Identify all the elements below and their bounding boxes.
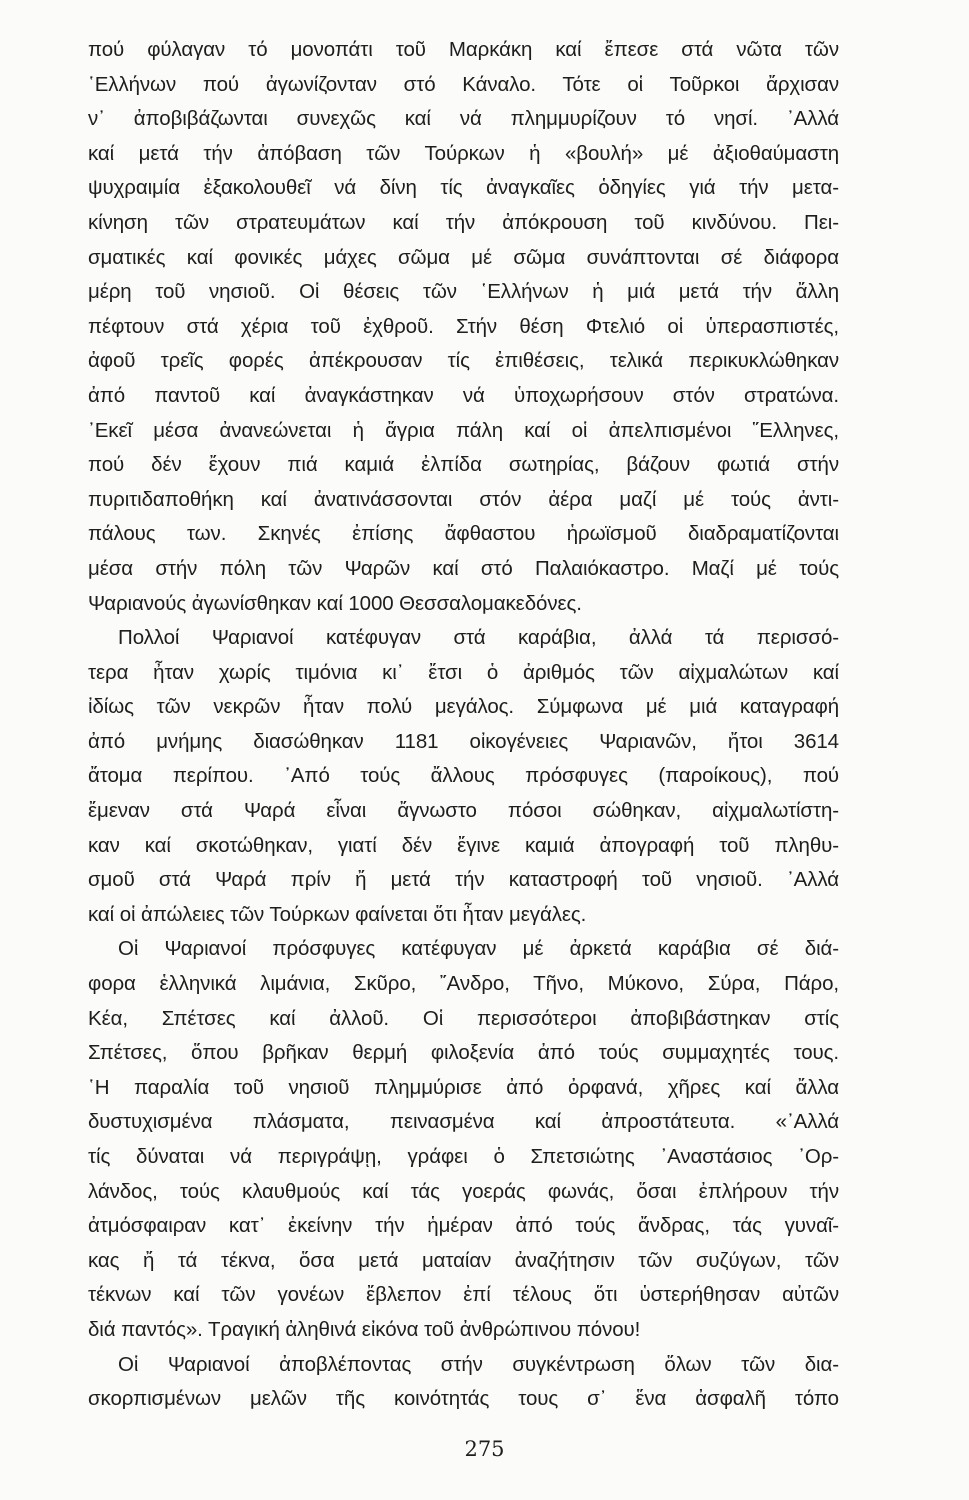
- text-line: ψυχραιμία ἐξακολουθεῖ νά δίνη τίς ἀναγκαῖες ὁδηγίες γιά τήν μετα-: [88, 176, 839, 200]
- text-line: κας ἤ τά τέκνα, ὅσα μετά ματαίαν ἀναζήτησιν τῶν συζύγων, τῶν: [88, 1248, 839, 1272]
- text-line: σκορπισμένων μελῶν τῆς κοινότητάς τους σ᾽ ἕνα ἀσφαλῆ τόπο: [88, 1387, 839, 1411]
- text-line: ἔμεναν στά Ψαρά εἶναι ἄγνωστο πόσοι σώθηκαν, αἰχμαλωτίστη-: [88, 799, 839, 823]
- text-line: μέρη τοῦ νησιοῦ. Οἱ θέσεις τῶν ῾Ελλήνων ἡ μιά μετά τήν ἄλλη: [88, 280, 839, 304]
- text-line: ᾽Εκεῖ μέσα ἀνανεώνεται ἡ ἄγρια πάλη καί οἱ ἀπελπισμένοι ῞Ελληνες,: [88, 418, 839, 442]
- text-line: σμοῦ στά Ψαρά πρίν ἤ μετά τήν καταστροφή τοῦ νησιοῦ. ᾽Αλλά: [88, 868, 839, 892]
- text-line: ἰδίως τῶν νεκρῶν ἦταν πολύ μεγάλος. Σύμφωνα μέ μιά καταγραφή: [88, 695, 839, 719]
- text-line: ἄτομα περίπου. ᾽Από τούς ἄλλους πρόσφυγες (παροίκους), πού: [88, 764, 839, 788]
- text-line: διά παντός». Τραγική ἀληθινά εἰκόνα τοῦ ἀνθρώπινου πόνου!: [88, 1317, 641, 1341]
- paragraph: [88, 1348, 839, 1417]
- page-number: 275: [464, 1437, 505, 1461]
- text-line: ῾Ελλήνων πού ἀγωνίζονταν στό Κάναλο. Τότε οἱ Τοῦρκοι ἄρχισαν: [88, 72, 839, 96]
- text-line: ἀπό παντοῦ καί ἀναγκάστηκαν νά ὑποχωρήσουν στόν στρατώνα.: [88, 383, 839, 407]
- text-line: τερα ἦταν χωρίς τιμόνια κι᾽ ἔτσι ὁ ἀριθμός τῶν αἰχμαλώτων καί: [88, 660, 839, 684]
- text-line: καί μετά τήν ἀπόβαση τῶν Τούρκων ἡ «βουλή» μέ ἀξιοθαύμαστη: [88, 141, 839, 165]
- text-line: φορα ἑλληνικά λιμάνια, Σκῦρο, ῎Ανδρο, Τῆνο, Μύκονο, Σύρα, Πάρο,: [88, 972, 839, 996]
- text-line: κίνηση τῶν στρατευμάτων καί τήν ἀπόκρουση τοῦ κινδύνου. Πει-: [88, 210, 839, 234]
- text-line: σματικές καί φονικές μάχες σῶμα μέ σῶμα συνάπτονται σέ διάφορα: [88, 245, 839, 269]
- text-line: Κέα, Σπέτσες καί ἀλλοῦ. Οἱ περισσότεροι ἀποβιβάστηκαν στίς: [88, 1006, 839, 1030]
- text-line: Οἱ Ψαριανοί ἀποβλέποντας στήν συγκέντρωση ὅλων τῶν δια-: [118, 1352, 839, 1376]
- text-line: μέσα στήν πόλη τῶν Ψαρῶν καί στό Παλαιόκαστρο. Μαζί μέ τούς: [88, 556, 839, 580]
- text-line: δυστυχισμένα πλάσματα, πεινασμένα καί ἀπροστάτευτα. «᾽Αλλά: [88, 1110, 839, 1134]
- text-line: πού φύλαγαν τό μονοπάτι τοῦ Μαρκάκη καί ἔπεσε στά νῶτα τῶν: [88, 38, 839, 61]
- paragraph: [88, 621, 839, 932]
- text-line: ἀφοῦ τρεῖς φορές ἀπέκρουσαν τίς ἐπιθέσεις, τελικά περικυκλώθηκαν: [88, 349, 839, 373]
- text-line: τέκνων καί τῶν γονέων ἔβλεπον ἐπί τέλους ὅτι ὑστερήθησαν αὐτῶν: [88, 1283, 839, 1307]
- text-line: καί οἱ ἀπώλειες τῶν Τούρκων φαίνεται ὅτι ἦταν μεγάλες.: [88, 902, 587, 926]
- text-line: Σπέτσες, ὅπου βρῆκαν θερμή φιλοξενία ἀπό τούς συμμαχητές τους.: [88, 1041, 839, 1065]
- text-line: ἀτμόσφαιραν κατ᾽ ἐκείνην τήν ἡμέραν ἀπό τούς ἄνδρας, τάς γυναῖ-: [88, 1214, 839, 1238]
- paragraph: [88, 932, 839, 1347]
- text-line: πέφτουν στά χέρια τοῦ ἐχθροῦ. Στήν θέση Φτελιό οἱ ὑπερασπιστές,: [88, 314, 839, 338]
- text-line: τίς δύναται νά περιγράψῃ, γράφει ὁ Σπετσιώτης ᾽Αναστάσιος ᾽Ορ-: [88, 1145, 839, 1168]
- book-page-text: [88, 33, 839, 1417]
- text-line: Οἱ Ψαριανοί πρόσφυγες κατέφυγαν μέ ἀρκετά καράβια σέ διά-: [118, 937, 839, 961]
- text-line: πού δέν ἔχουν πιά καμιά ἐλπίδα σωτηρίας, βάζουν φωτιά στήν: [88, 453, 839, 477]
- text-line: Πολλοί Ψαριανοί κατέφυγαν στά καράβια, ἀλλά τά περισσό-: [118, 626, 839, 650]
- text-line: ἀπό μνήμης διασώθηκαν 1181 οἰκογένειες Ψαριανῶν, ἤτοι 3614: [88, 729, 839, 753]
- text-line: λάνδος, τούς κλαυθμούς καί τάς γοεράς φωνάς, ὅσαι ἐπλήρουν τήν: [88, 1179, 839, 1203]
- text-line: πάλους των. Σκηνές ἐπίσης ἄφθαστου ἡρωϊσμοῦ διαδραματίζονται: [88, 522, 839, 546]
- text-line: Ψαριανούς ἀγωνίσθηκαν καί 1000 Θεσσαλομακεδόνες.: [88, 591, 582, 615]
- text-line: καν καί σκοτώθηκαν, γιατί δέν ἔγινε καμιά ἀπογραφή τοῦ πληθυ-: [88, 833, 839, 857]
- paragraph: [88, 33, 839, 621]
- text-line: ῾Η παραλία τοῦ νησιοῦ πλημμύρισε ἀπό ὀρφανά, χῆρες καί ἄλλα: [88, 1075, 839, 1099]
- text-line: πυριτιδαποθήκη καί ἀνατινάσσονται στόν ἀέρα μαζί μέ τούς ἀντι-: [88, 487, 839, 511]
- text-line: ν᾽ ἀποβιβάζωνται συνεχῶς καί νά πλημμυρίζουν τό νησί. ᾽Αλλά: [88, 107, 839, 131]
